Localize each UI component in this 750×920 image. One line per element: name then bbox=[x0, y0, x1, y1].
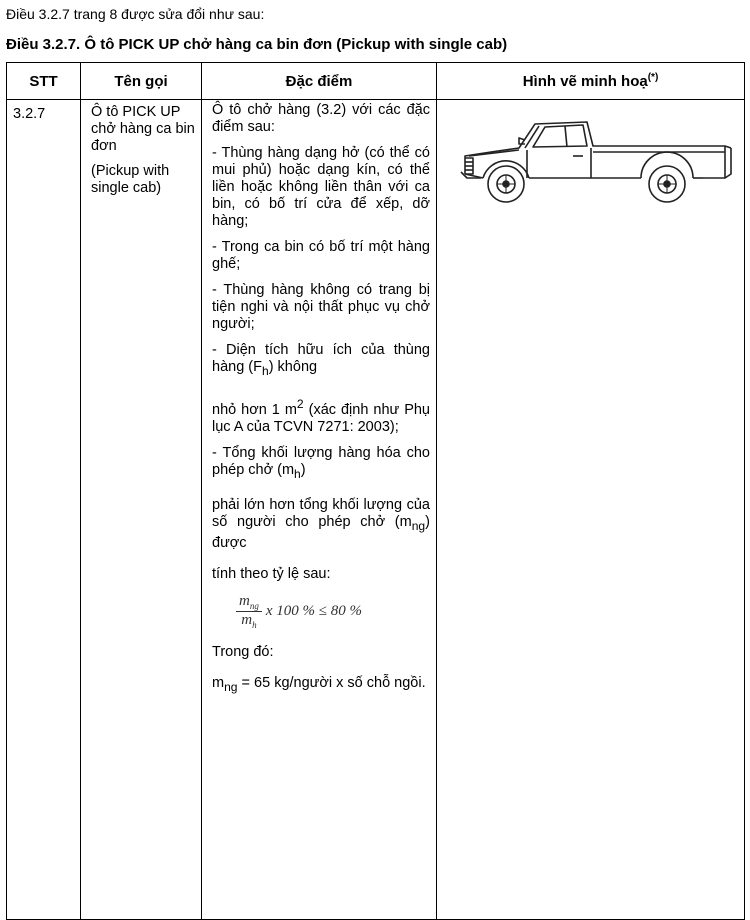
name-english: (Pickup with single cab) bbox=[91, 163, 170, 196]
article-heading bbox=[6, 36, 507, 53]
feature-area-a-text: - Diện tích hữu ích của thùng hàng (F bbox=[212, 342, 430, 375]
feature-mass-a bbox=[212, 445, 430, 483]
feature-no-amenities: - Thùng hàng không có trang bị tiện nghi và nội thất phục vụ chở người; bbox=[212, 282, 430, 332]
feature-mass-a-text: - Tổng khối lượng hàng hóa cho phép chở (m bbox=[212, 444, 430, 478]
header-illustration-label: Hình vẽ minh hoạ bbox=[522, 73, 648, 90]
feature-ng-tail: = 65 kg/người x số chỗ ngồi. bbox=[237, 674, 426, 691]
feature-mass-a-tail: ) bbox=[300, 461, 306, 478]
feature-cargo-body: - Thùng hàng dạng hở (có thể có mui phủ) hoặc dạng kín, có thể liền hoặc không liền thân với ca bin, có bố trí cửa để xếp, dỡ hàng; bbox=[212, 145, 430, 229]
name-vietnamese: Ô tô PICK UP chở hàng ca bin đơn bbox=[91, 104, 195, 154]
feature-area-b-tail: (xác định như Phụ lục A của TCVN 7271: 2003); bbox=[212, 401, 431, 435]
header-name: Tên gọi bbox=[81, 63, 202, 100]
feature-mass-b bbox=[212, 497, 430, 552]
formula-fraction bbox=[236, 593, 262, 630]
feature-mass-b-text: phải lớn hơn tổng khối lượng của số người cho phép chở (m bbox=[212, 496, 430, 530]
formula-numerator bbox=[236, 593, 262, 612]
feature-area-a-sub: h bbox=[261, 363, 269, 378]
ratio-formula bbox=[236, 593, 430, 630]
pickup-truck-illustration bbox=[453, 112, 733, 212]
feature-ng-def bbox=[212, 675, 430, 696]
feature-intro: Ô tô chở hàng (3.2) với các đặc điểm sau: bbox=[212, 102, 430, 135]
cell-features bbox=[202, 100, 437, 920]
feature-where: Trong đó: bbox=[212, 643, 274, 660]
feature-mass-c: tính theo tỷ lệ sau: bbox=[212, 565, 331, 582]
intro-text: Điều 3.2.7 trang 8 được sửa đổi như sau: bbox=[6, 6, 265, 22]
header-features: Đặc điểm bbox=[202, 63, 437, 100]
spec-table bbox=[6, 62, 745, 920]
feature-area-b-text: nhỏ hơn 1 m bbox=[212, 401, 297, 418]
formula-num-m: m bbox=[239, 592, 250, 609]
feature-ng-m: m bbox=[212, 674, 225, 691]
feature-area-a bbox=[212, 342, 430, 380]
formula-rest: x 100 % ≤ 80 % bbox=[265, 602, 362, 619]
cell-stt: 3.2.7 bbox=[7, 100, 81, 920]
feature-ng-sub: ng bbox=[224, 679, 238, 694]
article-title: Ô tô PICK UP chở hàng ca bin đơn (Pickup with single cab) bbox=[84, 36, 508, 53]
formula-denominator bbox=[238, 612, 259, 630]
header-illustration-note: (*) bbox=[647, 72, 659, 83]
cell-name bbox=[81, 100, 202, 920]
header-row bbox=[7, 63, 745, 100]
article-number: Điều 3.2.7. bbox=[6, 36, 81, 53]
formula-den-m: m bbox=[241, 611, 253, 628]
feature-area-b-sup: 2 bbox=[296, 396, 304, 411]
header-illustration bbox=[437, 63, 745, 100]
header-stt: STT bbox=[7, 63, 81, 100]
formula-num-sub: ng bbox=[249, 600, 259, 611]
feature-mass-b-sub: ng bbox=[411, 518, 426, 533]
feature-area-a-tail: ) không bbox=[268, 359, 318, 375]
cell-illustration bbox=[437, 100, 745, 920]
feature-mass-b-tail: ) được bbox=[212, 513, 430, 551]
feature-mass-a-sub: h bbox=[294, 466, 301, 481]
formula-den-sub: h bbox=[252, 619, 257, 630]
feature-area-b bbox=[212, 396, 430, 436]
table-row bbox=[7, 100, 745, 920]
feature-seat-row: - Trong ca bin có bố trí một hàng ghế; bbox=[212, 239, 430, 272]
